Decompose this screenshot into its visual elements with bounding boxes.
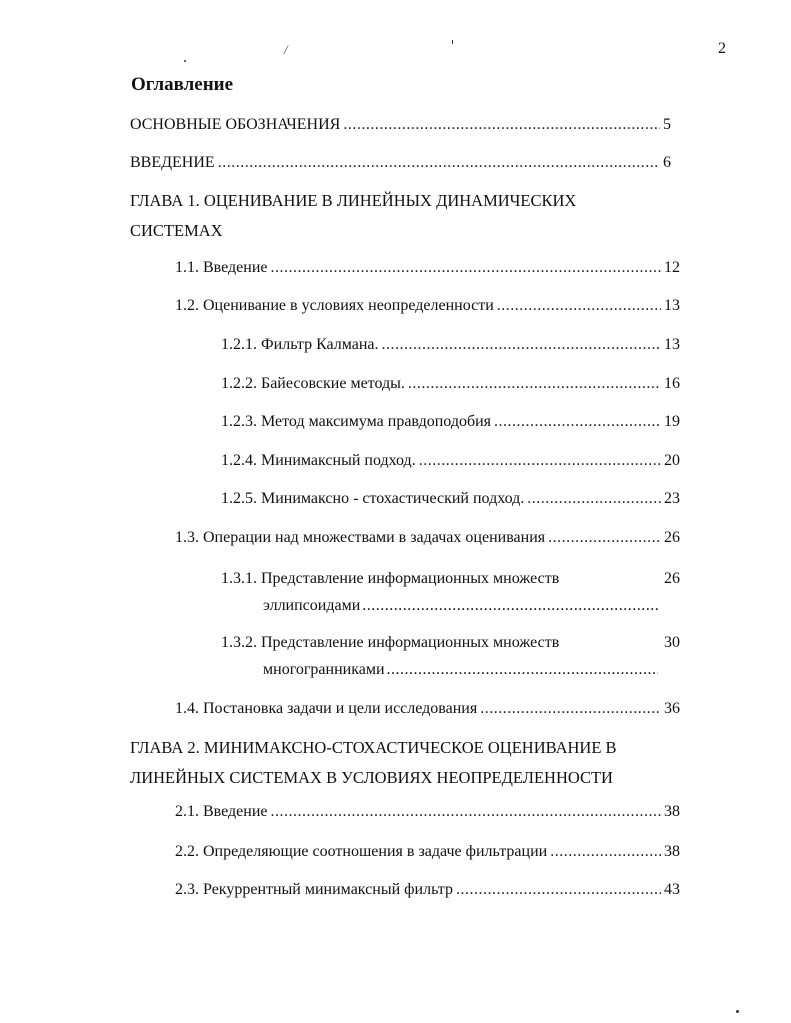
toc-entry[interactable] bbox=[221, 629, 680, 683]
toc-entry[interactable] bbox=[175, 842, 680, 862]
entry-label: 1.2.2. Байесовские методы. bbox=[221, 375, 405, 392]
entry-label: 2.3. Рекуррентный минимаксный фильтр bbox=[175, 881, 453, 898]
entry-label: 1.3.1. Представление информационных множеств bbox=[221, 570, 560, 587]
entry-page: 13 bbox=[664, 297, 680, 314]
scan-mark: / bbox=[284, 42, 288, 57]
leader-dots bbox=[408, 374, 661, 394]
scan-speck bbox=[736, 1010, 739, 1013]
entry-page: 16 bbox=[664, 375, 680, 392]
entry-label: 1.2.1. Фильтр Калмана. bbox=[221, 336, 379, 353]
entry-page: 13 bbox=[664, 336, 680, 353]
leader-dots bbox=[218, 153, 660, 173]
entry-label: 1.2.3. Метод максимума правдоподобия bbox=[221, 413, 492, 430]
chapter-heading[interactable]: ГЛАВА 2. МИНИМАКСНО-СТОХАСТИЧЕСКОЕ ОЦЕНИВАНИЕ В ЛИНЕЙНЫХ СИСТЕМАХ В УСЛОВИЯХ НЕОПРЕДЕЛЕННОСТИ bbox=[130, 738, 617, 787]
toc-entry[interactable] bbox=[175, 258, 680, 278]
leader-dots bbox=[480, 699, 661, 719]
leader-dots bbox=[387, 656, 658, 683]
toc-entry[interactable] bbox=[175, 528, 680, 548]
toc-entry[interactable] bbox=[175, 880, 680, 900]
entry-label: 2.1. Введение bbox=[175, 803, 268, 820]
entry-label: 1.2.5. Минимаксно - стохастический подход. bbox=[221, 490, 525, 507]
entry-label: 1.1. Введение bbox=[175, 259, 268, 276]
leader-dots bbox=[419, 451, 661, 471]
leader-dots bbox=[527, 489, 661, 509]
entry-page: 36 bbox=[664, 700, 680, 717]
entry-page: 12 bbox=[664, 259, 680, 276]
toc-entry[interactable] bbox=[221, 335, 680, 355]
toc-entry[interactable] bbox=[130, 153, 671, 173]
entry-label: 1.3.2. Представление информационных множеств bbox=[221, 634, 560, 651]
toc-entry[interactable] bbox=[221, 412, 680, 432]
entry-label: 2.2. Определяющие соотношения в задаче фильтрации bbox=[175, 843, 548, 860]
entry-label-continued: эллипсоидами bbox=[263, 597, 361, 614]
entry-page: 38 bbox=[664, 803, 680, 820]
entry-label: 1.2. Оценивание в условиях неопределенности bbox=[175, 297, 494, 314]
entry-page: 23 bbox=[664, 490, 680, 507]
entry-page: 19 bbox=[664, 413, 680, 430]
leader-dots bbox=[343, 115, 660, 135]
toc-title: Оглавление bbox=[131, 74, 234, 95]
leader-dots bbox=[271, 802, 662, 822]
toc-entry[interactable] bbox=[130, 115, 671, 135]
leader-dots bbox=[548, 528, 661, 548]
scan-speck bbox=[184, 60, 186, 62]
entry-label: 1.4. Постановка задачи и цели исследования bbox=[175, 700, 478, 717]
entry-label: 1.2.4. Минимаксный подход. bbox=[221, 452, 416, 469]
toc-entry[interactable] bbox=[221, 374, 680, 394]
toc-entry[interactable] bbox=[175, 802, 680, 822]
scan-speck bbox=[452, 40, 453, 44]
entry-page: 20 bbox=[664, 452, 680, 469]
leader-dots bbox=[497, 296, 661, 316]
entry-page: 30 bbox=[664, 634, 680, 651]
leader-dots bbox=[494, 412, 661, 432]
toc-entry[interactable] bbox=[221, 565, 680, 619]
toc-entry[interactable] bbox=[221, 489, 680, 509]
entry-page: 43 bbox=[664, 881, 680, 898]
entry-label-continued: многогранниками bbox=[263, 661, 385, 678]
leader-dots bbox=[362, 592, 658, 619]
entry-page: 38 bbox=[664, 843, 680, 860]
leader-dots bbox=[382, 335, 661, 355]
entry-label: 1.3. Операции над множествами в задачах оценивания bbox=[175, 529, 546, 546]
toc-entry[interactable] bbox=[221, 451, 680, 471]
leader-dots bbox=[271, 258, 662, 278]
entry-page: 26 bbox=[664, 529, 680, 546]
leader-dots bbox=[456, 880, 661, 900]
entry-label: ОСНОВНЫЕ ОБОЗНАЧЕНИЯ bbox=[130, 116, 341, 133]
page-number: 2 bbox=[718, 40, 726, 57]
entry-label: ВВЕДЕНИЕ bbox=[130, 154, 215, 171]
entry-page: 26 bbox=[664, 570, 680, 587]
toc-entry[interactable] bbox=[175, 699, 680, 719]
toc-entry[interactable] bbox=[175, 296, 680, 316]
leader-dots bbox=[550, 842, 661, 862]
entry-page: 6 bbox=[663, 154, 671, 171]
entry-page: 5 bbox=[663, 116, 671, 133]
chapter-heading[interactable]: ГЛАВА 1. ОЦЕНИВАНИЕ В ЛИНЕЙНЫХ ДИНАМИЧЕСКИХ СИСТЕМАХ bbox=[130, 191, 577, 240]
